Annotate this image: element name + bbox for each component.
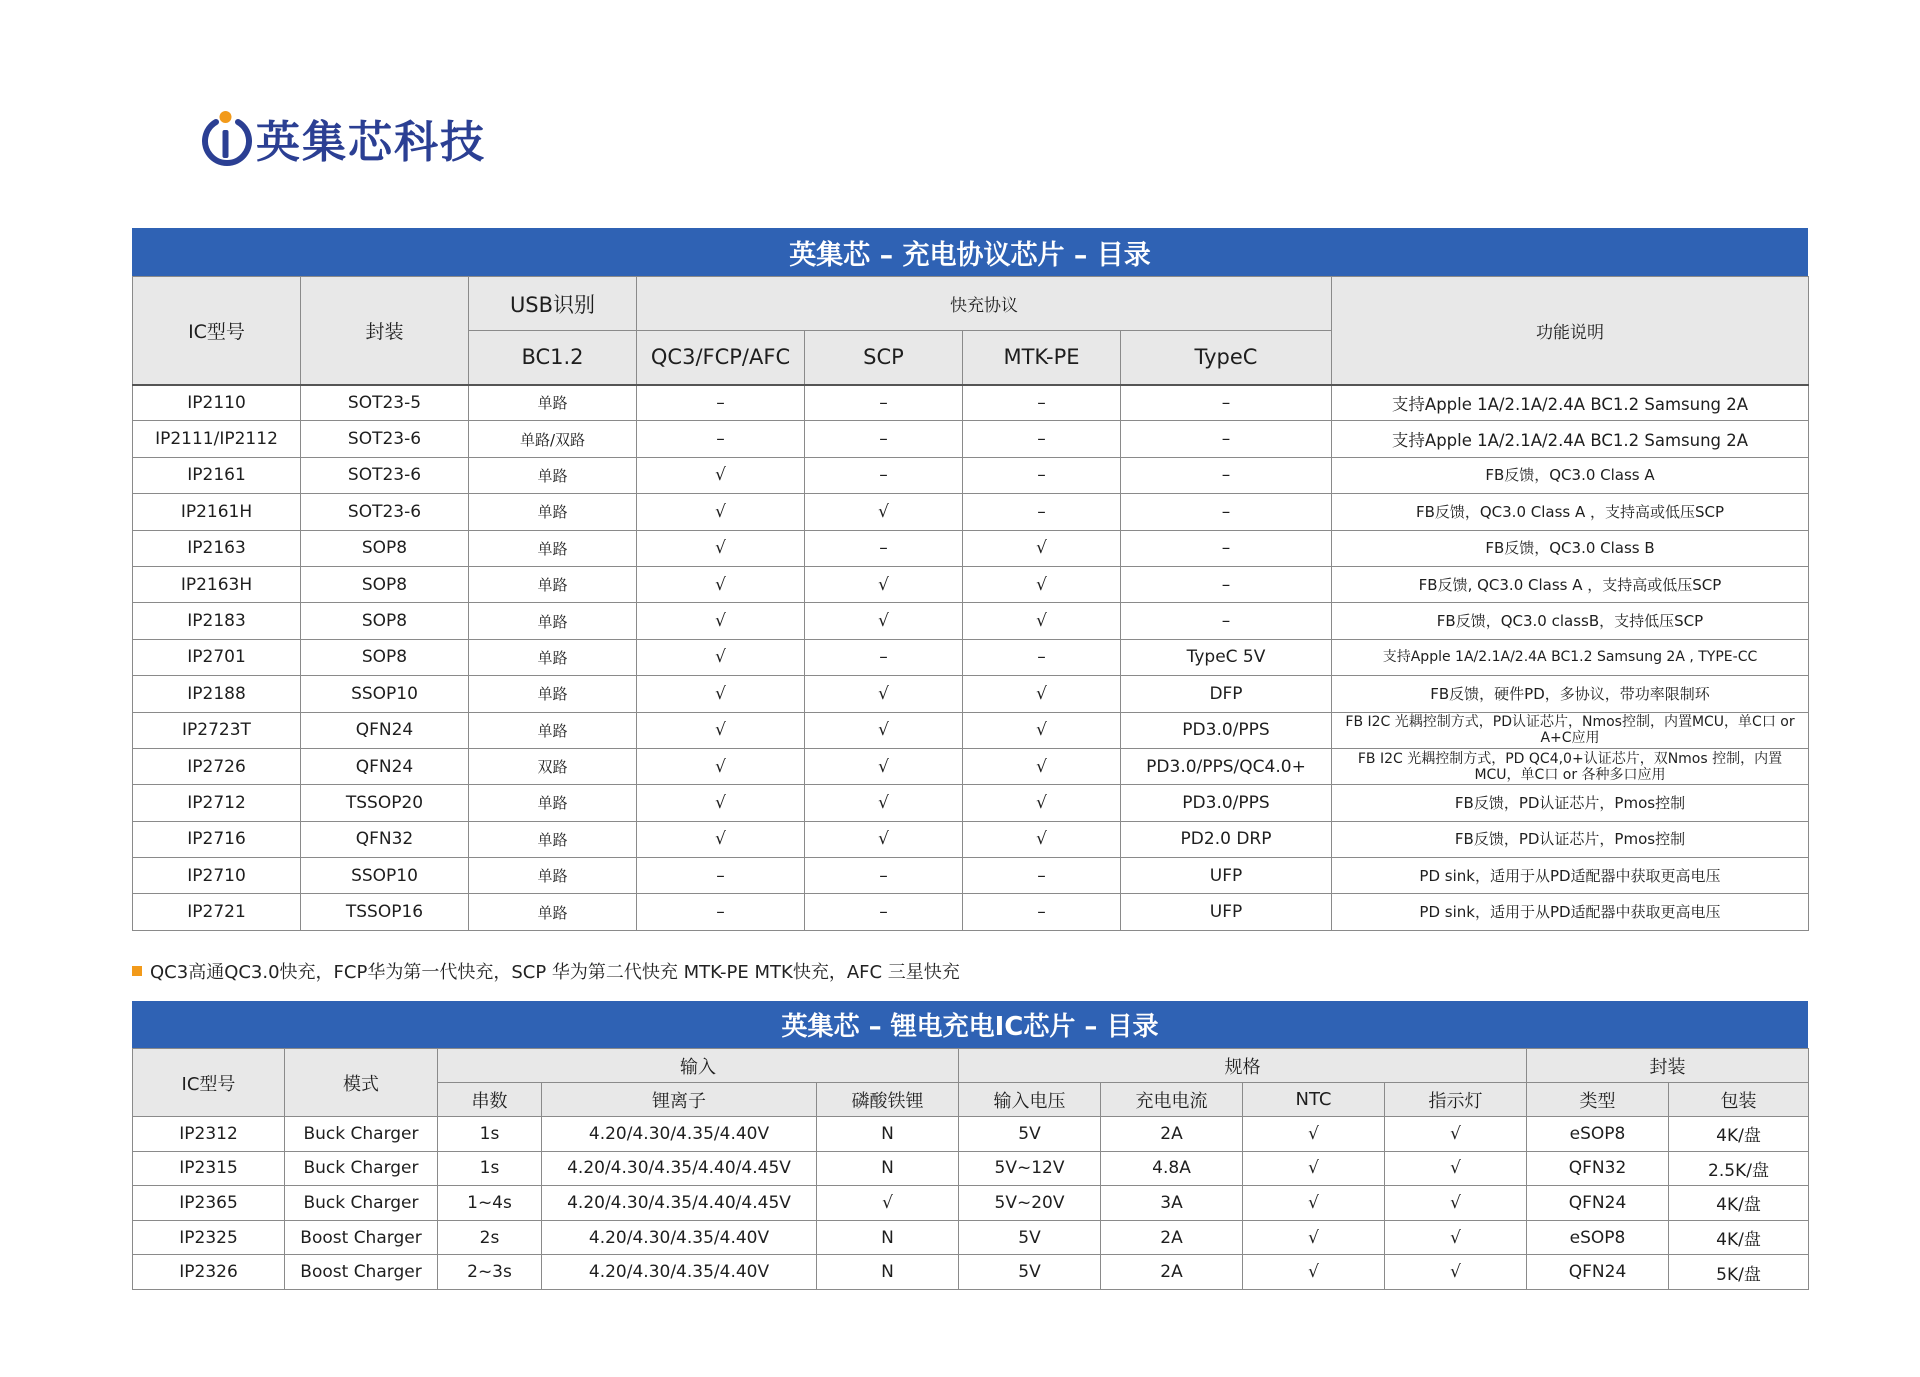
- cell-qc: √: [637, 639, 805, 675]
- cell-mode: Buck Charger: [285, 1186, 438, 1221]
- cell-model: IP2723T: [133, 712, 301, 748]
- cell-lifepo4: N: [817, 1220, 959, 1255]
- cell-package: SOP8: [301, 603, 469, 639]
- cell-scp: √: [805, 494, 963, 530]
- cell-package: SOT23-6: [301, 421, 469, 457]
- cell-qc: √: [637, 530, 805, 566]
- header-input: 输入: [438, 1049, 959, 1083]
- table-row: [133, 1255, 1809, 1290]
- cell-description: 支持Apple 1A/2.1A/2.4A BC1.2 Samsung 2A , TYPE-CC: [1332, 639, 1809, 675]
- cell-scp: –: [805, 385, 963, 421]
- cell-ichg: 2A: [1101, 1117, 1243, 1152]
- header-qc: QC3/FCP/AFC: [637, 331, 805, 385]
- cell-model: IP2111/IP2112: [133, 421, 301, 457]
- cell-mtk: √: [963, 603, 1121, 639]
- cell-usb: 单路: [469, 785, 637, 821]
- header-package: 封装: [1527, 1049, 1809, 1083]
- cell-reel: 4K/盘: [1669, 1220, 1809, 1255]
- cell-cells: 1s: [438, 1151, 542, 1186]
- cell-qc: √: [637, 603, 805, 639]
- table-row: [133, 494, 1809, 530]
- cell-reel: 5K/盘: [1669, 1255, 1809, 1290]
- cell-li-ion: 4.20/4.30/4.35/4.40/4.45V: [542, 1151, 817, 1186]
- cell-typec: DFP: [1121, 676, 1332, 712]
- cell-typec: PD3.0/PPS/QC4.0+: [1121, 748, 1332, 784]
- cell-mtk: –: [963, 494, 1121, 530]
- cell-qc: √: [637, 821, 805, 857]
- cell-model: IP2721: [133, 894, 301, 930]
- cell-usb: 单路: [469, 603, 637, 639]
- cell-mtk: –: [963, 639, 1121, 675]
- cell-usb: 单路: [469, 457, 637, 493]
- cell-scp: √: [805, 748, 963, 784]
- cell-typec: UFP: [1121, 894, 1332, 930]
- header-bc12: BC1.2: [469, 331, 637, 385]
- cell-type: eSOP8: [1527, 1117, 1669, 1152]
- cell-scp: –: [805, 421, 963, 457]
- cell-package: SOT23-6: [301, 494, 469, 530]
- cell-usb: 单路: [469, 385, 637, 421]
- header-spec: 规格: [959, 1049, 1527, 1083]
- cell-model: IP2188: [133, 676, 301, 712]
- cell-description: FB反馈，QC3.0 Class A ，支持高或低压SCP: [1332, 494, 1809, 530]
- table-row: [133, 457, 1809, 493]
- charging-protocol-table: [132, 276, 1809, 931]
- cell-cells: 2~3s: [438, 1255, 542, 1290]
- cell-scp: –: [805, 858, 963, 894]
- cell-qc: √: [637, 748, 805, 784]
- cell-description: FB反馈，硬件PD，多协议，带功率限制环: [1332, 676, 1809, 712]
- cell-package: SOT23-5: [301, 385, 469, 421]
- cell-usb: 单路: [469, 858, 637, 894]
- cell-scp: √: [805, 785, 963, 821]
- header-model: IC型号: [133, 277, 301, 385]
- cell-qc: –: [637, 385, 805, 421]
- cell-typec: PD2.0 DRP: [1121, 821, 1332, 857]
- cell-usb: 单路/双路: [469, 421, 637, 457]
- cell-model: IP2161: [133, 457, 301, 493]
- cell-scp: –: [805, 530, 963, 566]
- header-fast-charge: 快充协议: [637, 277, 1332, 331]
- cell-model: IP2726: [133, 748, 301, 784]
- cell-vin: 5V~20V: [959, 1186, 1101, 1221]
- cell-package: QFN24: [301, 712, 469, 748]
- cell-qc: √: [637, 566, 805, 602]
- cell-led: √: [1385, 1255, 1527, 1290]
- table-row: [133, 1117, 1809, 1152]
- cell-model: IP2312: [133, 1117, 285, 1152]
- company-logo-icon: [198, 108, 252, 168]
- cell-led: √: [1385, 1117, 1527, 1152]
- table-row: [133, 1151, 1809, 1186]
- cell-typec: –: [1121, 385, 1332, 421]
- cell-description: PD sink，适用于从PD适配器中获取更高电压: [1332, 858, 1809, 894]
- header-reel: 包装: [1669, 1083, 1809, 1117]
- cell-mtk: √: [963, 676, 1121, 712]
- cell-model: IP2365: [133, 1186, 285, 1221]
- cell-vin: 5V: [959, 1220, 1101, 1255]
- cell-package: SOP8: [301, 566, 469, 602]
- cell-qc: –: [637, 894, 805, 930]
- cell-package: SOP8: [301, 639, 469, 675]
- cell-description: PD sink，适用于从PD适配器中获取更高电压: [1332, 894, 1809, 930]
- cell-led: √: [1385, 1220, 1527, 1255]
- cell-qc: √: [637, 457, 805, 493]
- cell-ichg: 2A: [1101, 1255, 1243, 1290]
- cell-ichg: 3A: [1101, 1186, 1243, 1221]
- table-row: [133, 530, 1809, 566]
- header-lifepo4: 磷酸铁锂: [817, 1083, 959, 1117]
- cell-typec: PD3.0/PPS: [1121, 712, 1332, 748]
- cell-cells: 1~4s: [438, 1186, 542, 1221]
- cell-usb: 单路: [469, 712, 637, 748]
- cell-scp: √: [805, 821, 963, 857]
- cell-description: 支持Apple 1A/2.1A/2.4A BC1.2 Samsung 2A: [1332, 421, 1809, 457]
- table-row: [133, 712, 1809, 748]
- cell-mtk: √: [963, 821, 1121, 857]
- table-row: [133, 421, 1809, 457]
- cell-mtk: √: [963, 530, 1121, 566]
- cell-scp: √: [805, 603, 963, 639]
- cell-mtk: –: [963, 385, 1121, 421]
- cell-ntc: √: [1243, 1220, 1385, 1255]
- cell-package: TSSOP20: [301, 785, 469, 821]
- cell-usb: 单路: [469, 894, 637, 930]
- cell-model: IP2110: [133, 385, 301, 421]
- cell-mtk: –: [963, 894, 1121, 930]
- cell-model: IP2161H: [133, 494, 301, 530]
- cell-qc: √: [637, 785, 805, 821]
- cell-type: QFN24: [1527, 1255, 1669, 1290]
- cell-usb: 单路: [469, 639, 637, 675]
- cell-ichg: 4.8A: [1101, 1151, 1243, 1186]
- header-li-ion: 锂离子: [542, 1083, 817, 1117]
- table2-title: 英集芯 – 锂电充电IC芯片 – 目录: [132, 1001, 1808, 1048]
- cell-mtk: –: [963, 858, 1121, 894]
- table-row: [133, 385, 1809, 421]
- cell-usb: 单路: [469, 530, 637, 566]
- cell-model: IP2163: [133, 530, 301, 566]
- cell-mode: Buck Charger: [285, 1117, 438, 1152]
- cell-li-ion: 4.20/4.30/4.35/4.40/4.45V: [542, 1186, 817, 1221]
- cell-package: QFN32: [301, 821, 469, 857]
- cell-typec: –: [1121, 603, 1332, 639]
- cell-li-ion: 4.20/4.30/4.35/4.40V: [542, 1117, 817, 1152]
- header-type: 类型: [1527, 1083, 1669, 1117]
- table-row: [133, 748, 1809, 784]
- cell-qc: √: [637, 494, 805, 530]
- cell-reel: 2.5K/盘: [1669, 1151, 1809, 1186]
- cell-mtk: –: [963, 457, 1121, 493]
- cell-model: IP2701: [133, 639, 301, 675]
- header-mtk: MTK-PE: [963, 331, 1121, 385]
- lithium-charger-table: [132, 1048, 1809, 1290]
- cell-mtk: –: [963, 421, 1121, 457]
- header-vin: 输入电压: [959, 1083, 1101, 1117]
- cell-ichg: 2A: [1101, 1220, 1243, 1255]
- cell-cells: 2s: [438, 1220, 542, 1255]
- cell-model: IP2710: [133, 858, 301, 894]
- cell-vin: 5V~12V: [959, 1151, 1101, 1186]
- table-row: [133, 676, 1809, 712]
- table-row: [133, 785, 1809, 821]
- table1-title: 英集芯 – 充电协议芯片 – 目录: [132, 228, 1808, 276]
- brand-logo: [198, 106, 486, 170]
- cell-mode: Buck Charger: [285, 1151, 438, 1186]
- cell-typec: –: [1121, 421, 1332, 457]
- cell-scp: √: [805, 676, 963, 712]
- cell-type: QFN24: [1527, 1186, 1669, 1221]
- cell-package: SOP8: [301, 530, 469, 566]
- cell-mode: Boost Charger: [285, 1220, 438, 1255]
- cell-scp: –: [805, 457, 963, 493]
- cell-type: eSOP8: [1527, 1220, 1669, 1255]
- cell-scp: √: [805, 712, 963, 748]
- cell-lifepo4: N: [817, 1255, 959, 1290]
- cell-mtk: √: [963, 785, 1121, 821]
- cell-description: FB反馈，PD认证芯片，Pmos控制: [1332, 785, 1809, 821]
- cell-li-ion: 4.20/4.30/4.35/4.40V: [542, 1220, 817, 1255]
- cell-typec: PD3.0/PPS: [1121, 785, 1332, 821]
- header-typec: TypeC: [1121, 331, 1332, 385]
- cell-model: IP2315: [133, 1151, 285, 1186]
- cell-description: FB反馈, QC3.0 Class A ，支持高或低压SCP: [1332, 566, 1809, 602]
- cell-typec: UFP: [1121, 858, 1332, 894]
- cell-description: FB I2C 光耦控制方式，PD认证芯片，Nmos控制，内置MCU，单C口 or A+C应用: [1332, 712, 1809, 748]
- table-row: [133, 1186, 1809, 1221]
- protocol-note-text: QC3高通QC3.0快充，FCP华为第一代快充，SCP 华为第二代快充 MTK-PE MTK快充，AFC 三星快充: [150, 962, 960, 983]
- cell-model: IP2712: [133, 785, 301, 821]
- cell-package: QFN24: [301, 748, 469, 784]
- header-function: 功能说明: [1332, 277, 1809, 385]
- cell-mode: Boost Charger: [285, 1255, 438, 1290]
- protocol-note: [132, 958, 960, 984]
- cell-usb: 双路: [469, 748, 637, 784]
- table-row: [133, 858, 1809, 894]
- cell-lifepo4: N: [817, 1117, 959, 1152]
- table-row: [133, 639, 1809, 675]
- cell-package: SSOP10: [301, 858, 469, 894]
- cell-qc: √: [637, 676, 805, 712]
- table-row: [133, 566, 1809, 602]
- cell-typec: –: [1121, 566, 1332, 602]
- cell-ntc: √: [1243, 1186, 1385, 1221]
- cell-usb: 单路: [469, 821, 637, 857]
- header-usb: USB识别: [469, 277, 637, 331]
- cell-reel: 4K/盘: [1669, 1186, 1809, 1221]
- cell-qc: √: [637, 712, 805, 748]
- cell-ntc: √: [1243, 1117, 1385, 1152]
- cell-scp: √: [805, 566, 963, 602]
- cell-mtk: √: [963, 712, 1121, 748]
- cell-vin: 5V: [959, 1117, 1101, 1152]
- cell-description: FB反馈，QC3.0 classB，支持低压SCP: [1332, 603, 1809, 639]
- cell-model: IP2716: [133, 821, 301, 857]
- cell-li-ion: 4.20/4.30/4.35/4.40V: [542, 1255, 817, 1290]
- cell-ntc: √: [1243, 1151, 1385, 1186]
- table-row: [133, 894, 1809, 930]
- cell-led: √: [1385, 1151, 1527, 1186]
- cell-qc: –: [637, 858, 805, 894]
- header-scp: SCP: [805, 331, 963, 385]
- cell-description: FB I2C 光耦控制方式，PD QC4,0+认证芯片，双Nmos 控制，内置MCU，单C口 or 各种多口应用: [1332, 748, 1809, 784]
- cell-description: FB反馈，QC3.0 Class B: [1332, 530, 1809, 566]
- cell-package: SOT23-6: [301, 457, 469, 493]
- header-led: 指示灯: [1385, 1083, 1527, 1117]
- table-row: [133, 1220, 1809, 1255]
- cell-model: IP2326: [133, 1255, 285, 1290]
- cell-cells: 1s: [438, 1117, 542, 1152]
- cell-usb: 单路: [469, 494, 637, 530]
- header-mode: 模式: [285, 1049, 438, 1117]
- cell-typec: –: [1121, 530, 1332, 566]
- cell-model: IP2183: [133, 603, 301, 639]
- cell-lifepo4: √: [817, 1186, 959, 1221]
- brand-name: 英集芯科技: [256, 117, 486, 168]
- cell-mtk: √: [963, 566, 1121, 602]
- header-package: 封装: [301, 277, 469, 385]
- cell-package: TSSOP16: [301, 894, 469, 930]
- cell-package: SSOP10: [301, 676, 469, 712]
- cell-reel: 4K/盘: [1669, 1117, 1809, 1152]
- cell-description: FB反馈，PD认证芯片，Pmos控制: [1332, 821, 1809, 857]
- cell-description: FB反馈，QC3.0 Class A: [1332, 457, 1809, 493]
- cell-usb: 单路: [469, 676, 637, 712]
- header-ntc: NTC: [1243, 1083, 1385, 1117]
- cell-usb: 单路: [469, 566, 637, 602]
- cell-scp: –: [805, 639, 963, 675]
- cell-typec: –: [1121, 494, 1332, 530]
- cell-qc: –: [637, 421, 805, 457]
- cell-mtk: √: [963, 748, 1121, 784]
- cell-typec: –: [1121, 457, 1332, 493]
- cell-scp: –: [805, 894, 963, 930]
- table-row: [133, 603, 1809, 639]
- bullet-square-icon: [132, 966, 142, 976]
- cell-model: IP2325: [133, 1220, 285, 1255]
- cell-vin: 5V: [959, 1255, 1101, 1290]
- cell-description: 支持Apple 1A/2.1A/2.4A BC1.2 Samsung 2A: [1332, 385, 1809, 421]
- header-model: IC型号: [133, 1049, 285, 1117]
- header-ichg: 充电电流: [1101, 1083, 1243, 1117]
- cell-model: IP2163H: [133, 566, 301, 602]
- cell-ntc: √: [1243, 1255, 1385, 1290]
- cell-typec: TypeC 5V: [1121, 639, 1332, 675]
- table-row: [133, 821, 1809, 857]
- header-cells: 串数: [438, 1083, 542, 1117]
- cell-lifepo4: N: [817, 1151, 959, 1186]
- cell-type: QFN32: [1527, 1151, 1669, 1186]
- cell-led: √: [1385, 1186, 1527, 1221]
